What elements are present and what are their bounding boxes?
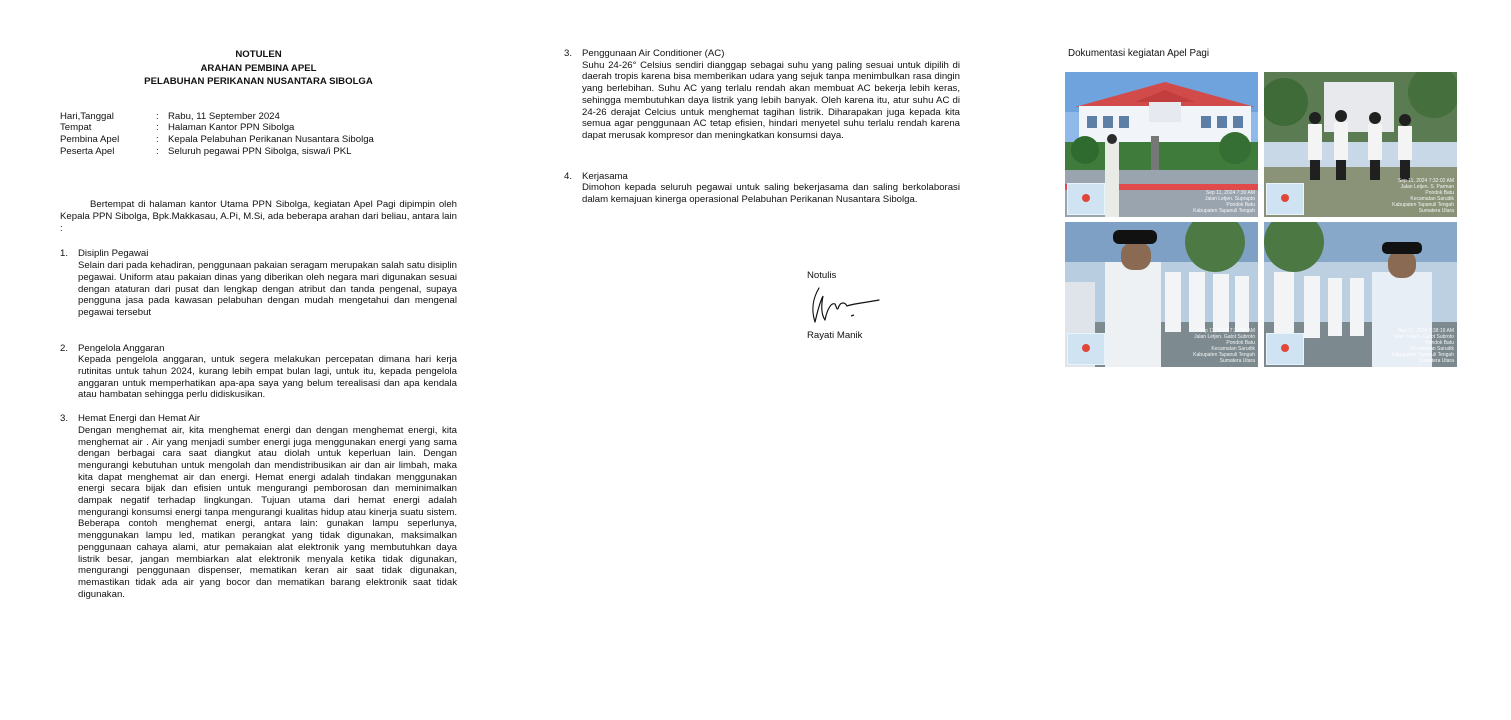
item-number: 3. (60, 413, 69, 425)
title-line-1: NOTULEN (235, 49, 282, 60)
documentation-column (1065, 48, 1457, 367)
title-line-3: PELABUHAN PERIKANAN NUSANTARA SIBOLGA (144, 76, 373, 87)
location-minimap (1266, 183, 1304, 215)
photo-office-building (1065, 72, 1258, 217)
meta-row-leader (60, 134, 457, 146)
list-item-discipline (60, 248, 457, 318)
handwritten-signature-icon (807, 284, 887, 328)
item-body: Selain dari pada kehadiran, penggunaan pakaian seragam merupakan salah satu disiplin pegawai. Uniform atau pakaian dinas yang diberikan oleh negara mari digunakan sesuai dengan ataturan dari pusat dan lengkap dengan atribut dan tanda pengenal, supaya pengguna jasa pada kawasan pelabuhan dengan mudah mengetahui dan mengenal pegawai tersebut (78, 260, 457, 318)
signature-block (807, 270, 927, 341)
meta-value: Halaman Kantor PPN Sibolga (168, 122, 295, 134)
meta-value: Kepala Pelabuhan Perikanan Nusantara Sibolga (168, 133, 374, 145)
documentation-caption: Dokumentasi kegiatan Apel Pagi (1068, 48, 1210, 59)
item-number: 3. (564, 48, 573, 59)
location-minimap (1266, 333, 1304, 365)
item-title: Kerjasama (582, 170, 628, 182)
item-body: Kepada pengelola anggaran, untuk segera melakukan percepatan dimana hari kerja rutinitas untuk tahun 2024, kurang lebih empat bulan lagi, untuk itu, kepada pengelola anggaran untuk memperhatikan apa-apa saya yang belum terealisasi dan apa kendala atau hambatan sehingga perlu didiskusikan. (78, 354, 457, 401)
meta-row-participants (60, 146, 457, 158)
item-body: Dimohon kepada seluruh pegawai untuk saling bekerjasama dan saling berkolaborasi dalam kemajuan kinerga operasional Pelabuhan Perikanan Nusantara Sibolga. (582, 182, 960, 206)
meta-label: Peserta Apel (60, 145, 115, 157)
signature-role: Notulis (807, 270, 837, 281)
photo-timestamp: Sep 11, 2024 7:30 AM Jalan Letjen. Suprapto Pondok Batu Kabupaten Tapanuli Tengah (1193, 189, 1255, 214)
meta-label: Pembina Apel (60, 133, 120, 145)
photo-staff-rows (1065, 222, 1258, 367)
location-minimap (1067, 333, 1105, 365)
photo-leader-staff (1264, 222, 1457, 367)
list-item-energy (60, 413, 457, 600)
intro-paragraph: Bertempat di halaman kantor Utama PPN Sibolga, kegiatan Apel Pagi dipimpin oleh Kepala PPN Sibolga, Bpk.Makkasau, A.Pi, M.Si, ada beberapa arahan dari beliau, antara lain : (60, 199, 457, 234)
list-item-cooperation (564, 171, 960, 206)
document-title (60, 48, 457, 89)
meta-separator: : (156, 133, 159, 145)
item-title: Pengelola Anggaran (78, 342, 165, 354)
item-number: 1. (60, 248, 69, 260)
meta-row-place (60, 122, 457, 134)
meta-separator: : (156, 122, 159, 134)
location-minimap (1067, 183, 1105, 215)
meta-table (60, 111, 457, 158)
photo-timestamp: Sep 11, 2024 7:31:50 AM Jalan Letjen. Gatot Subroto Pondok Batu Kecamatan Sarudik Kabupaten Tapanuli Tengah Sumatera Utara (1193, 327, 1255, 364)
item-title: Penggunaan Air Conditioner (AC) (582, 48, 725, 59)
signature-name: Rayati Manik (807, 329, 863, 341)
meta-separator: : (156, 145, 159, 157)
item-body: Dengan menghemat air, kita menghemat energi dan dengan menghemat energi, kita menghemat air . Air yang menjadi sumber energi juga menggunakan energi yang sama dengan berbagai cara saat diangkut atau diolah untuk keperluan lain. Dengan mengurangi kebutuhan untuk mengolah dan mendistribusikan air dan air limbah, maka kita dapat menghemat air dan energi. Hemat energi adalah tindakan menggunakan energi secara bijak dan efisien untuk mengurangi pemborosan dan meminimalkan dampak negatif terhadap lingkungan. Tujuan utama dari hemat energi adalah mengurangi konsumsi energi tanpa mengurangi kualitas hidup atau kinerja suatu sistem. Beberapa contoh menghemat energi, antara lain: gunakan lampu seperlunya, menggunakan lampu led, matikan perangkat yang tidak digunakan, maksimalkan penggunaan cahaya alami, atur pemakaian alat elektronik yang membutuhkan daya listrik besar, jangan membiarkan alat elektronik menyala ketika tidak digunakan, mengurangi penggunaan dispenser, mematikan keran air saat tidak digunakan, memastikan tidak ada air yang bocor dan mematikan barang elektronik saat tidak digunakan. (78, 424, 457, 600)
item-number: 4. (564, 170, 573, 182)
meta-label: Tempat (60, 122, 92, 134)
minutes-left-column (60, 48, 457, 600)
photo-officers-line (1264, 72, 1457, 217)
title-line-2: ARAHAN PEMBINA APEL (200, 62, 317, 74)
meta-separator: : (156, 110, 159, 122)
meta-value: Rabu, 11 September 2024 (168, 110, 280, 122)
photo-timestamp: Sep 11, 2024 7:38:19 AM Jalan Letjen. Gatot Subroto Pondok Batu Kecamatan Sarudik Kabupaten Tapanuli Tengah Sumatera Utara (1392, 327, 1454, 364)
meta-label: Hari,Tanggal (60, 110, 114, 122)
item-title: Disiplin Pegawai (78, 248, 149, 260)
item-number: 2. (60, 342, 69, 354)
meta-row-date (60, 111, 457, 123)
list-item-budget (60, 343, 457, 402)
item-body: Suhu 24-26° Celsius sendiri dianggap sebagai suhu yang paling sesuai untuk dipilih di daerah tropis karena bisa memberikan udara yang sejuk tanpa menimbulkan rasa dingin yang berlebihan. Suhu AC yang terlalu rendah akan membuat AC bekerja lebih keras, sehingga membutuhkan daya listrik yang lebih banyak. Oleh karena itu, atur suhu AC di 24-26 derajat Celcius untuk menghemat tagihan listrik. Diharapakan juga kepada kita semua agar penggunaan AC tetap efisien, hindari menyetel suhu terlalu rendah karena dapat merusak kompresor dan meningkatkan konsumsi daya. (582, 59, 960, 141)
meta-value: Seluruh pegawai PPN Sibolga, siswa/i PKL (168, 145, 352, 157)
item-title: Hemat Energi dan Hemat Air (78, 413, 201, 425)
minutes-right-column (564, 48, 960, 341)
photo-timestamp: Sep 11, 2024 7:32:02 AM Jalan Letjen. S. Parman Pondok Batu Kecamatan Sarudik Kabupaten Tapanuli Tengah Sumatera Utara (1392, 177, 1454, 214)
list-item-ac (564, 48, 960, 142)
photo-grid (1065, 72, 1457, 367)
